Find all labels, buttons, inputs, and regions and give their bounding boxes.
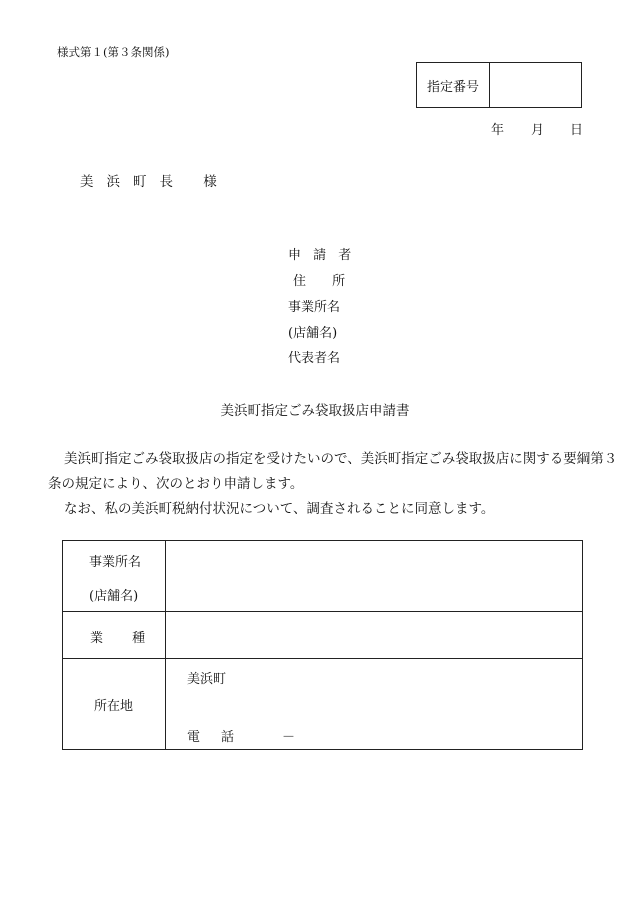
body-text-line-1: 美浜町指定ごみ袋取扱店の指定を受けたいので、美浜町指定ごみ袋取扱店に関する要綱第３ [64,451,618,467]
table-row-industry [63,611,582,659]
table-row-business-name [63,541,582,612]
application-table [62,540,583,750]
location-label-cell [63,658,166,750]
business-name-label-cell [63,541,166,611]
table-store-name-label: (店舗名) [89,589,139,604]
designation-number-field[interactable] [490,63,581,107]
designation-number-label: 指定番号 [417,63,490,107]
date-month-label: 月 [531,123,545,138]
form-number-label: 様式第１(第３条関係) [57,45,170,59]
phone-separator: － [282,730,296,745]
table-location-label: 所在地 [94,699,134,714]
applicant-business-name-label: 事業所名 [288,300,341,315]
applicant-representative-label: 代表者名 [288,351,341,366]
location-town-text: 美浜町 [187,672,227,687]
applicant-store-name-label: (店舗名) [288,326,338,341]
table-row-location [63,658,582,750]
table-industry-label: 業 種 [90,631,150,646]
date-year-label: 年 [491,123,505,138]
body-text-line-3: なお、私の美浜町税納付状況について、調査されることに同意します。 [64,501,495,517]
applicant-address-label: 住 所 [293,274,349,289]
body-text-line-2: 条の規定により、次のとおり申請します。 [48,476,304,492]
industry-label-cell [63,611,166,658]
table-business-name-label: 事業所名 [89,555,142,570]
applicant-heading: 申 請 者 [288,248,356,263]
date-day-label: 日 [570,123,584,138]
designation-number-box [416,62,582,108]
phone-label: 電 話 [187,730,239,745]
addressee: 美浜町長 様 [80,174,230,190]
document-title: 美浜町指定ごみ袋取扱店申請書 [220,403,410,419]
